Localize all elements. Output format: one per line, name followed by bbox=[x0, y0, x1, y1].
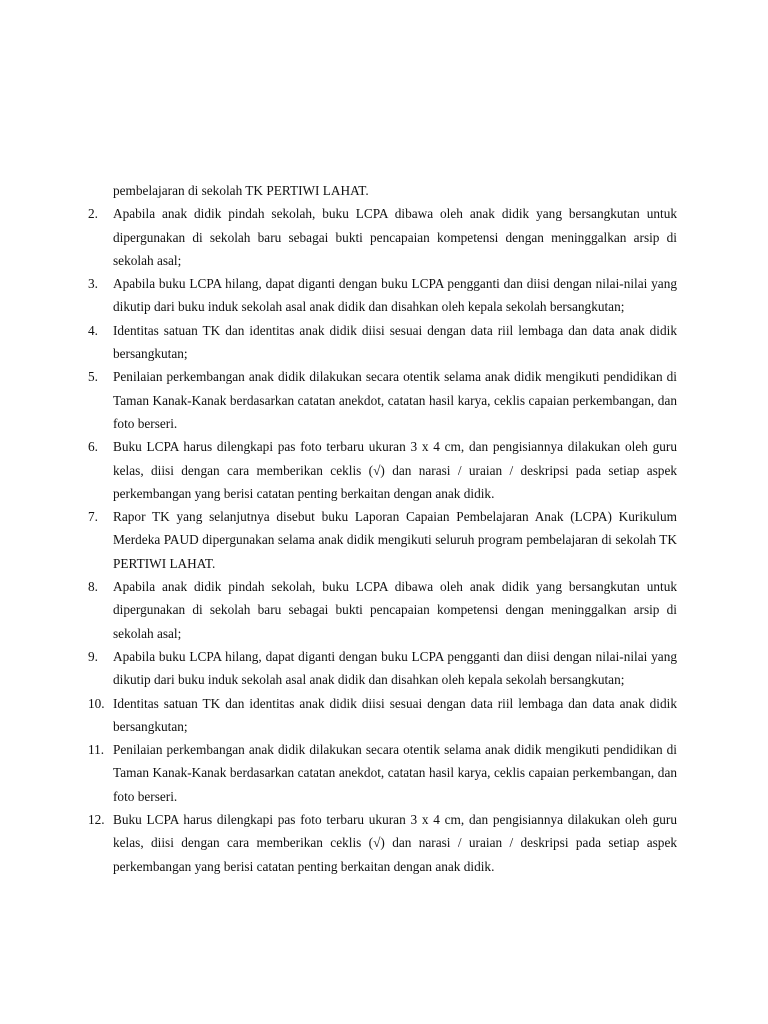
list-item-text: Buku LCPA harus dilengkapi pas foto terbaru ukuran 3 x 4 cm, dan pengisiannya dilakukan oleh guru kelas, diisi dengan cara memberikan ceklis (√) dan narasi / uraian / deskripsi pada setiap aspek perkembangan yang berisi catatan penting berkaitan dengan anak didik. bbox=[113, 812, 677, 874]
list-item-number: 4. bbox=[88, 322, 98, 338]
list-item bbox=[88, 808, 677, 878]
list-item-number: 7. bbox=[88, 509, 98, 525]
list-item bbox=[88, 692, 677, 739]
list-item bbox=[88, 202, 677, 272]
list-item-text: Apabila buku LCPA hilang, dapat diganti dengan buku LCPA pengganti dan diisi dengan nilai-nilai yang dikutip dari buku induk sekolah asal anak didik dan disahkan oleh kepala sekolah bersangkutan; bbox=[113, 276, 677, 315]
list-item bbox=[88, 319, 677, 366]
list-item-number: 9. bbox=[88, 648, 98, 664]
numbered-list bbox=[88, 202, 677, 878]
list-item bbox=[88, 435, 677, 505]
list-item bbox=[88, 645, 677, 692]
list-item bbox=[88, 272, 677, 319]
list-item bbox=[88, 365, 677, 435]
list-item bbox=[88, 738, 677, 808]
list-item-number: 3. bbox=[88, 276, 98, 292]
list-item-number: 2. bbox=[88, 206, 98, 222]
continuation-paragraph: pembelajaran di sekolah TK PERTIWI LAHAT. bbox=[113, 183, 369, 198]
list-item-text: Identitas satuan TK dan identitas anak didik diisi sesuai dengan data riil lembaga dan data anak didik bersangkutan; bbox=[113, 695, 677, 734]
list-item-text: Penilaian perkembangan anak didik dilakukan secara otentik selama anak didik mengikuti pendidikan di Taman Kanak-Kanak berdasarkan catatan anekdot, catatan hasil karya, ceklis capaian perkembangan, dan foto berseri. bbox=[113, 369, 677, 431]
list-item-text: Rapor TK yang selanjutnya disebut buku Laporan Capaian Pembelajaran Anak (LCPA) Kurikulum Merdeka PAUD dipergunakan selama anak didik mengikuti seluruh program pembelajaran di sekolah TK PERTIWI LAHAT. bbox=[113, 509, 677, 571]
list-item-number: 5. bbox=[88, 369, 98, 385]
document-body bbox=[88, 179, 677, 878]
list-item-number: 6. bbox=[88, 439, 98, 455]
list-item-text: Penilaian perkembangan anak didik dilakukan secara otentik selama anak didik mengikuti pendidikan di Taman Kanak-Kanak berdasarkan catatan anekdot, catatan hasil karya, ceklis capaian perkembangan, dan foto berseri. bbox=[113, 742, 677, 804]
list-item-number: 8. bbox=[88, 579, 98, 595]
list-item bbox=[88, 575, 677, 645]
list-item-text: Apabila anak didik pindah sekolah, buku LCPA dibawa oleh anak didik yang bersangkutan untuk dipergunakan di sekolah baru sebagai bukti pencapaian kompetensi dengan meninggalkan arsip di sekolah asal; bbox=[113, 579, 677, 641]
list-item-text: Identitas satuan TK dan identitas anak didik diisi sesuai dengan data riil lembaga dan data anak didik bersangkutan; bbox=[113, 322, 677, 362]
list-item-number: 10. bbox=[88, 695, 105, 711]
list-item-text: Buku LCPA harus dilengkapi pas foto terbaru ukuran 3 x 4 cm, dan pengisiannya dilakukan oleh guru kelas, diisi dengan cara memberikan ceklis (√) dan narasi / uraian / deskripsi pada setiap aspek perkembangan yang berisi catatan penting berkaitan dengan anak didik. bbox=[113, 439, 677, 501]
list-item-text: Apabila anak didik pindah sekolah, buku LCPA dibawa oleh anak didik yang bersangkutan untuk dipergunakan di sekolah baru sebagai bukti pencapaian kompetensi dengan meninggalkan arsip di sekolah asal; bbox=[113, 206, 677, 268]
list-item-number: 12. bbox=[88, 812, 105, 828]
list-item bbox=[88, 505, 677, 575]
list-item-text: Apabila buku LCPA hilang, dapat diganti dengan buku LCPA pengganti dan diisi dengan nilai-nilai yang dikutip dari buku induk sekolah asal anak didik dan disahkan oleh kepala sekolah bersangkutan; bbox=[113, 648, 677, 688]
list-item-number: 11. bbox=[88, 742, 105, 758]
